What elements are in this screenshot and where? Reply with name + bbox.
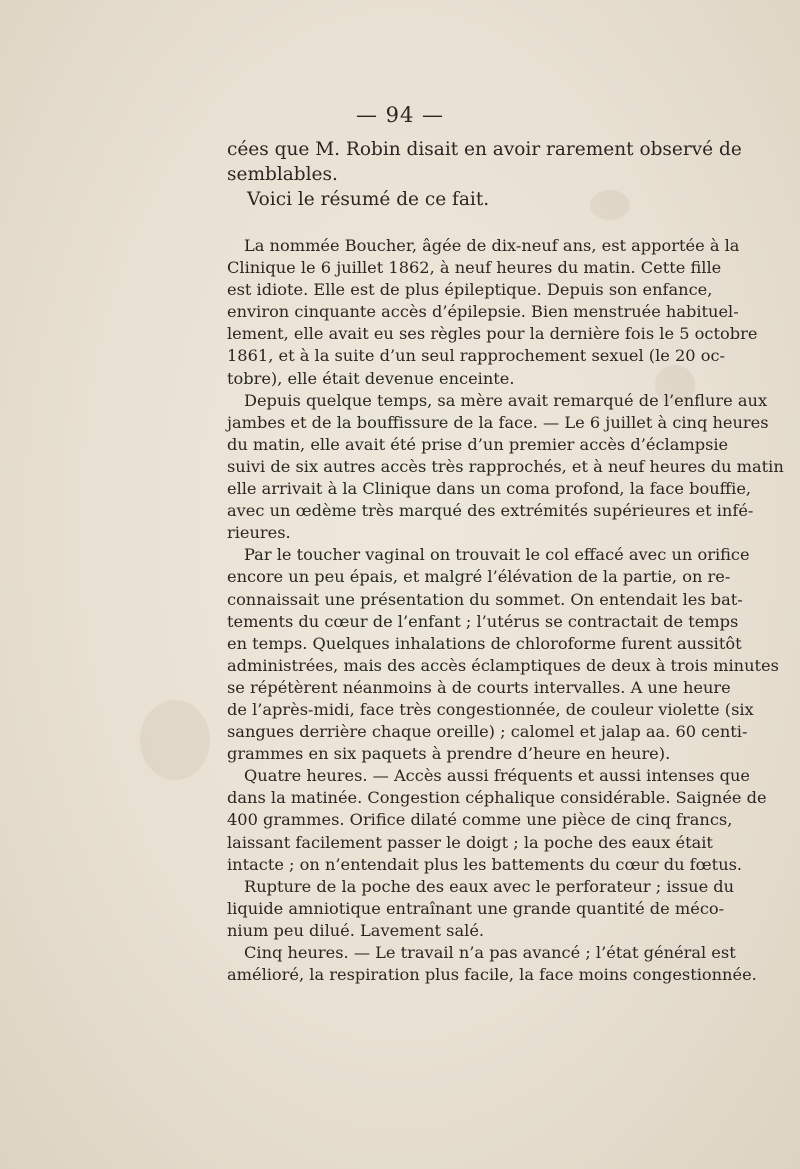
text-line: nium peu dilué. Lavement salé.: [227, 920, 485, 940]
intro-text: [227, 137, 742, 212]
text-line: Cinq heures. — Le travail n’a pas avancé ; l’état général est: [244, 943, 736, 962]
text-line: jambes et de la bouffissure de la face. — Le 6 juillet à cinq heures: [227, 412, 769, 432]
paragraph: [227, 876, 735, 942]
text-line: se répétèrent néanmoins à de courts intervalles. A une heure: [227, 677, 731, 697]
case-report: [227, 235, 784, 986]
text-line: liquide amniotique entraînant une grande quantité de méco-: [227, 898, 725, 918]
text-line: connaissait une présentation du sommet. On entendait les bat-: [227, 589, 743, 609]
paragraph: [227, 390, 784, 545]
text-line: Rupture de la poche des eaux avec le perforateur ; issue du: [244, 876, 735, 896]
text-line: dans la matinée. Congestion céphalique considérable. Saignée de: [227, 788, 767, 808]
text-line: Quatre heures. — Accès aussi fréquents et aussi intenses que: [244, 766, 750, 786]
text-line: tements du cœur de l’enfant ; l’utérus se contractait de temps: [227, 611, 739, 631]
text-line: La nommée Boucher, âgée de dix-neuf ans, est apportée à la: [244, 236, 740, 255]
paragraph: [227, 544, 779, 765]
paper-stain: [140, 700, 210, 780]
paragraph: [227, 942, 757, 986]
text-line: 400 grammes. Orifice dilaté comme une pièce de cinq francs,: [227, 810, 733, 830]
text-line: avec un œdème très marqué des extrémités supérieures et infé-: [227, 501, 754, 521]
text-line: amélioré, la respiration plus facile, la face moins congestionnée.: [227, 965, 757, 985]
text-line: lement, elle avait eu ses règles pour la dernière fois le 5 octobre: [227, 324, 758, 344]
text-line: sangues derrière chaque oreille) ; calomel et jalap aa. 60 centi-: [227, 722, 748, 742]
text-line: laissant facilement passer le doigt ; la poche des eaux était: [227, 832, 713, 852]
text-line: environ cinquante accès d’épilepsie. Bien menstruée habituel-: [227, 302, 739, 322]
text-line: intacte ; on n’entendait plus les battements du cœur du fœtus.: [227, 854, 743, 874]
text-line: Par le toucher vaginal on trouvait le col effacé avec un orifice: [244, 545, 750, 565]
text-line: encore un peu épais, et malgré l’élévation de la partie, on re-: [227, 567, 731, 587]
text-line: tobre), elle était devenue enceinte.: [227, 368, 515, 388]
text-line: 1861, et à la suite d’un seul rapprochement sexuel (le 20 oc-: [227, 346, 726, 366]
page-number: — 94 —: [355, 103, 445, 127]
text-line: cées que M. Robin disait en avoir rarement observé de: [227, 139, 742, 160]
text-line: rieures.: [227, 523, 291, 543]
text-line: Depuis quelque temps, sa mère avait remarqué de l’enflure aux: [244, 390, 768, 410]
text-line: est idiote. Elle est de plus épileptique. Depuis son enfance,: [227, 280, 713, 300]
paragraph: [227, 235, 758, 390]
text-line: semblables.: [227, 164, 338, 185]
text-line: Voici le résumé de ce fait.: [247, 189, 490, 210]
text-line: Clinique le 6 juillet 1862, à neuf heures du matin. Cette fille: [227, 258, 722, 278]
text-line: du matin, elle avait été prise d’un premier accès d’éclampsie: [227, 434, 729, 454]
text-line: suivi de six autres accès très rapprochés, et à neuf heures du matin: [227, 456, 784, 476]
text-line: de l’après-midi, face très congestionnée, de couleur violette (six: [227, 699, 754, 719]
paragraph: [227, 765, 767, 875]
text-line: administrées, mais des accès éclamptiques de deux à trois minutes: [227, 655, 779, 675]
text-line: en temps. Quelques inhalations de chloroforme furent aussitôt: [227, 633, 742, 653]
text-line: elle arrivait à la Clinique dans un coma profond, la face bouffie,: [227, 479, 752, 499]
text-line: grammes en six paquets à prendre d’heure en heure).: [227, 744, 671, 764]
